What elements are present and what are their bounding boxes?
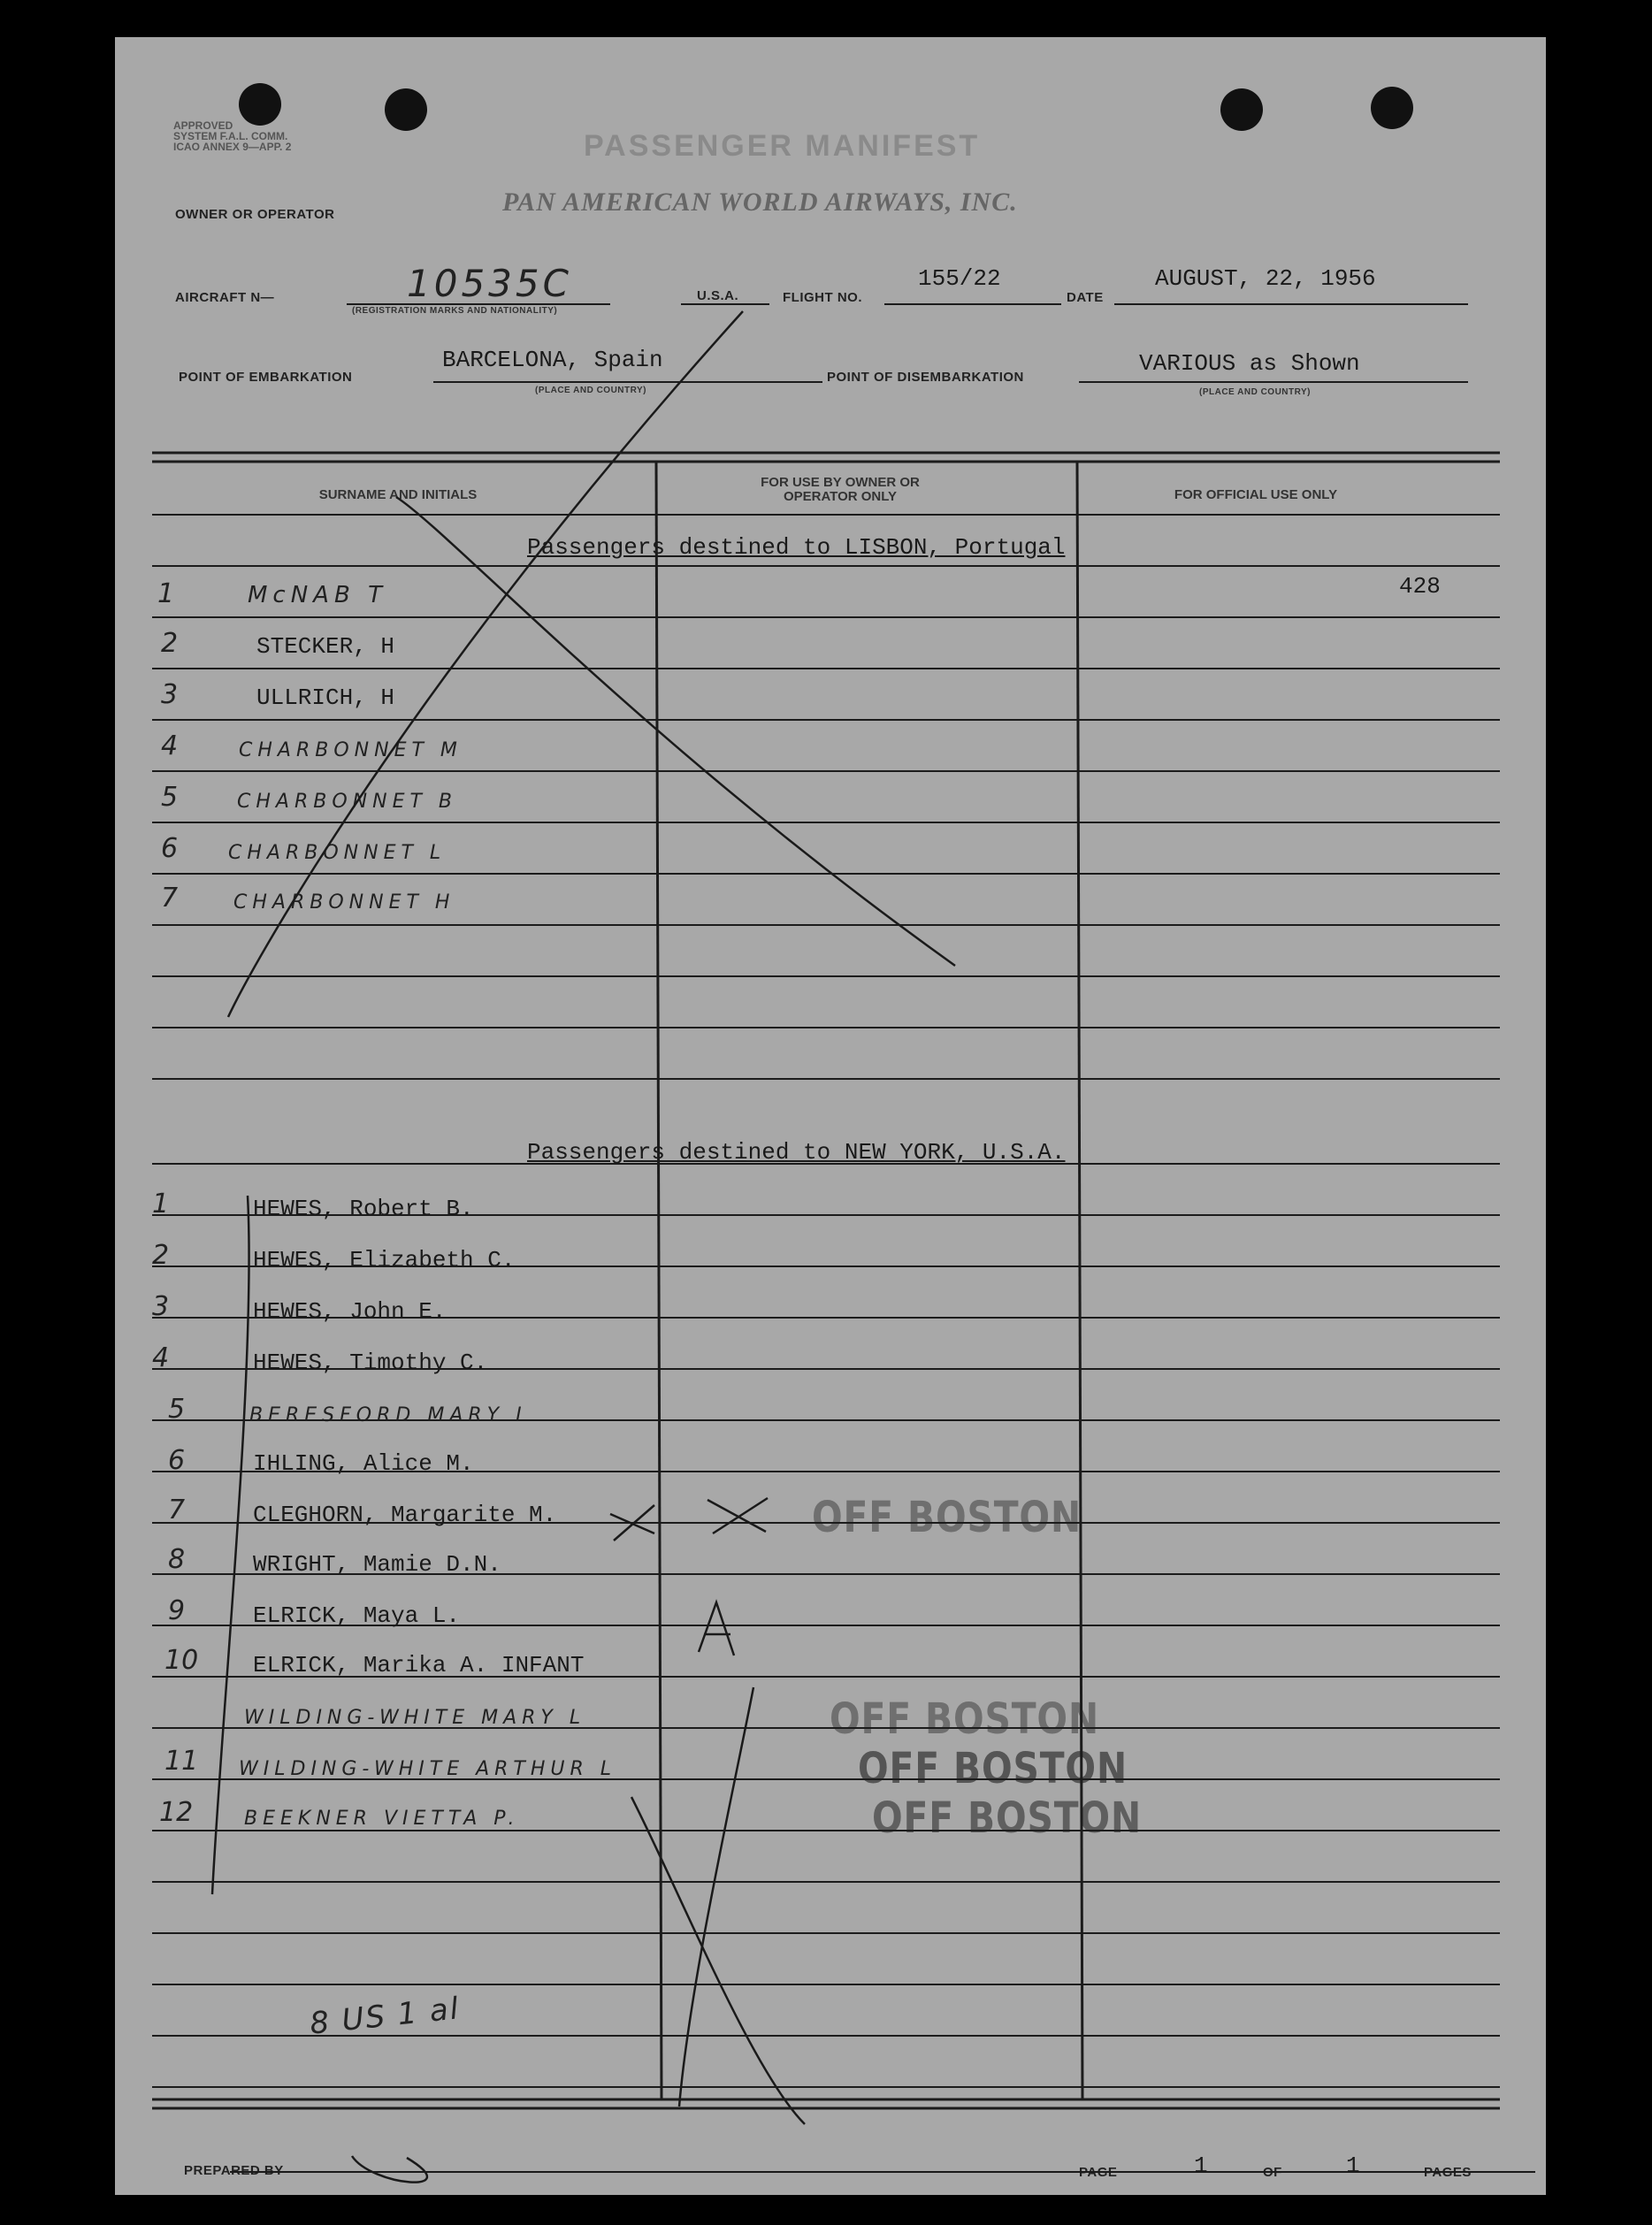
row-number: 2 xyxy=(161,628,179,659)
row-number: 6 xyxy=(168,1445,186,1476)
row-number: 10 xyxy=(164,1645,199,1676)
section-heading-new-york: Passengers destined to NEW YORK, U.S.A. xyxy=(527,1139,1066,1166)
table-grid xyxy=(152,453,1500,2108)
flight-number: 155/22 xyxy=(918,265,1001,292)
row-number: 2 xyxy=(152,1240,170,1271)
country: U.S.A. xyxy=(697,288,739,303)
surname-column-header: SURNAME AND INITIALS xyxy=(318,487,478,502)
passenger-name: ELRICK, Marika A. INFANT xyxy=(253,1652,585,1678)
off-boston-stamp: OFF BOSTON xyxy=(812,1493,1082,1542)
prepared-by-label: PREPARED BY xyxy=(184,2163,284,2178)
disembarkation-label: POINT OF DISEMBARKATION xyxy=(827,370,1024,385)
passenger-name: HEWES, John E. xyxy=(253,1298,447,1325)
section-heading-lisbon: Passengers destined to LISBON, Portugal xyxy=(527,534,1066,561)
row-number: 5 xyxy=(168,1394,186,1425)
disembark-place-caption: (PLACE AND COUNTRY) xyxy=(1199,387,1311,397)
approval-line: APPROVED xyxy=(173,119,233,132)
total-pages: 1 xyxy=(1346,2152,1360,2179)
company-name: PAN AMERICAN WORLD AIRWAYS, INC. xyxy=(502,187,1018,217)
passenger-name: McNAB T xyxy=(248,582,387,608)
passenger-name: CHARBONNET B xyxy=(237,791,457,813)
row-number: 1 xyxy=(152,1189,170,1220)
embark-place-caption: (PLACE AND COUNTRY) xyxy=(535,386,646,395)
check-mark xyxy=(699,1602,734,1655)
flight-label: FLIGHT NO. xyxy=(783,290,862,305)
passenger-name: HEWES, Robert B. xyxy=(253,1196,474,1222)
off-boston-stamp: OFF BOSTON xyxy=(830,1694,1099,1744)
passenger-name: ULLRICH, H xyxy=(256,684,395,711)
passenger-name: CHARBONNET M xyxy=(239,739,463,761)
passenger-name: IHLING, Alice M. xyxy=(253,1450,474,1477)
row-number: 5 xyxy=(161,782,179,813)
cancellation-stroke xyxy=(228,311,743,1017)
passenger-name: CLEGHORN, Margarite M. xyxy=(253,1502,557,1528)
row-number: 4 xyxy=(152,1342,170,1373)
passenger-name: CHARBONNET L xyxy=(228,842,447,864)
passenger-name: HEWES, Timothy C. xyxy=(253,1350,488,1376)
off-boston-stamp: OFF BOSTON xyxy=(872,1793,1142,1843)
approval-line: ICAO ANNEX 9—APP. 2 xyxy=(173,141,292,153)
row-number: 7 xyxy=(161,883,179,914)
passenger-name: CHARBONNET H xyxy=(233,891,455,914)
row-number: 11 xyxy=(164,1746,199,1777)
owner-column-header: FOR USE BY OWNER OR OPERATOR ONLY xyxy=(761,475,920,504)
embarkation-point: BARCELONA, Spain xyxy=(442,347,663,373)
margin-note: 8 US 1 al xyxy=(308,1991,463,2042)
page-number: 1 xyxy=(1194,2152,1208,2179)
tally-stroke xyxy=(212,1196,249,1894)
passenger-name: STECKER, H xyxy=(256,633,395,660)
row-number: 4 xyxy=(161,730,179,761)
cancellation-stroke xyxy=(396,497,955,966)
page-label: PAGE xyxy=(1079,2165,1118,2180)
passenger-name: ELRICK, Maya L. xyxy=(253,1602,461,1629)
row-number: 3 xyxy=(152,1291,170,1322)
form-lines-and-marks xyxy=(115,37,1546,2195)
registration-caption: (REGISTRATION MARKS AND NATIONALITY) xyxy=(352,306,558,316)
of-label: OF xyxy=(1263,2165,1282,2180)
preparer-signature xyxy=(352,2156,427,2183)
row-number: 12 xyxy=(159,1797,194,1828)
owner-label: OWNER OR OPERATOR xyxy=(175,207,335,222)
row-number: 3 xyxy=(161,679,179,710)
passenger-name: WILDING-WHITE MARY L xyxy=(244,1707,586,1729)
official-note: 428 xyxy=(1399,573,1441,600)
passenger-name: WRIGHT, Mamie D.N. xyxy=(253,1551,501,1578)
row-number: 7 xyxy=(168,1495,186,1525)
cancellation-stroke xyxy=(631,1797,805,2124)
embarkation-label: POINT OF EMBARKATION xyxy=(179,370,353,385)
row-number: 6 xyxy=(161,833,179,864)
pages-label: PAGES xyxy=(1424,2165,1472,2180)
official-column-header: FOR OFFICIAL USE ONLY xyxy=(1174,487,1338,502)
aircraft-registration: 10535C xyxy=(407,262,572,305)
aircraft-label: AIRCRAFT N— xyxy=(175,290,275,305)
row-number: 8 xyxy=(168,1544,186,1575)
handwritten-marks xyxy=(212,311,1535,2183)
flight-date: AUGUST, 22, 1956 xyxy=(1155,265,1376,292)
passenger-name: BEEKNER VIETTA P. xyxy=(244,1808,520,1830)
passenger-name: BERESFORD MARY L xyxy=(249,1404,532,1426)
disembarkation-point: VARIOUS as Shown xyxy=(1139,350,1360,377)
cross-mark xyxy=(707,1498,768,1533)
row-number: 9 xyxy=(168,1595,186,1626)
page-title: PASSENGER MANIFEST xyxy=(584,129,981,163)
cancellation-stroke xyxy=(679,1687,753,2106)
date-label: DATE xyxy=(1067,290,1104,305)
approval-line: SYSTEM F.A.L. COMM. xyxy=(173,130,288,142)
manifest-sheet xyxy=(115,37,1546,2195)
off-boston-stamp: OFF BOSTON xyxy=(858,1744,1128,1793)
passenger-name: HEWES, Elizabeth C. xyxy=(253,1247,516,1273)
passenger-name: WILDING-WHITE ARTHUR L xyxy=(239,1758,617,1780)
row-number: 1 xyxy=(157,578,175,609)
form-rules xyxy=(347,304,1468,382)
